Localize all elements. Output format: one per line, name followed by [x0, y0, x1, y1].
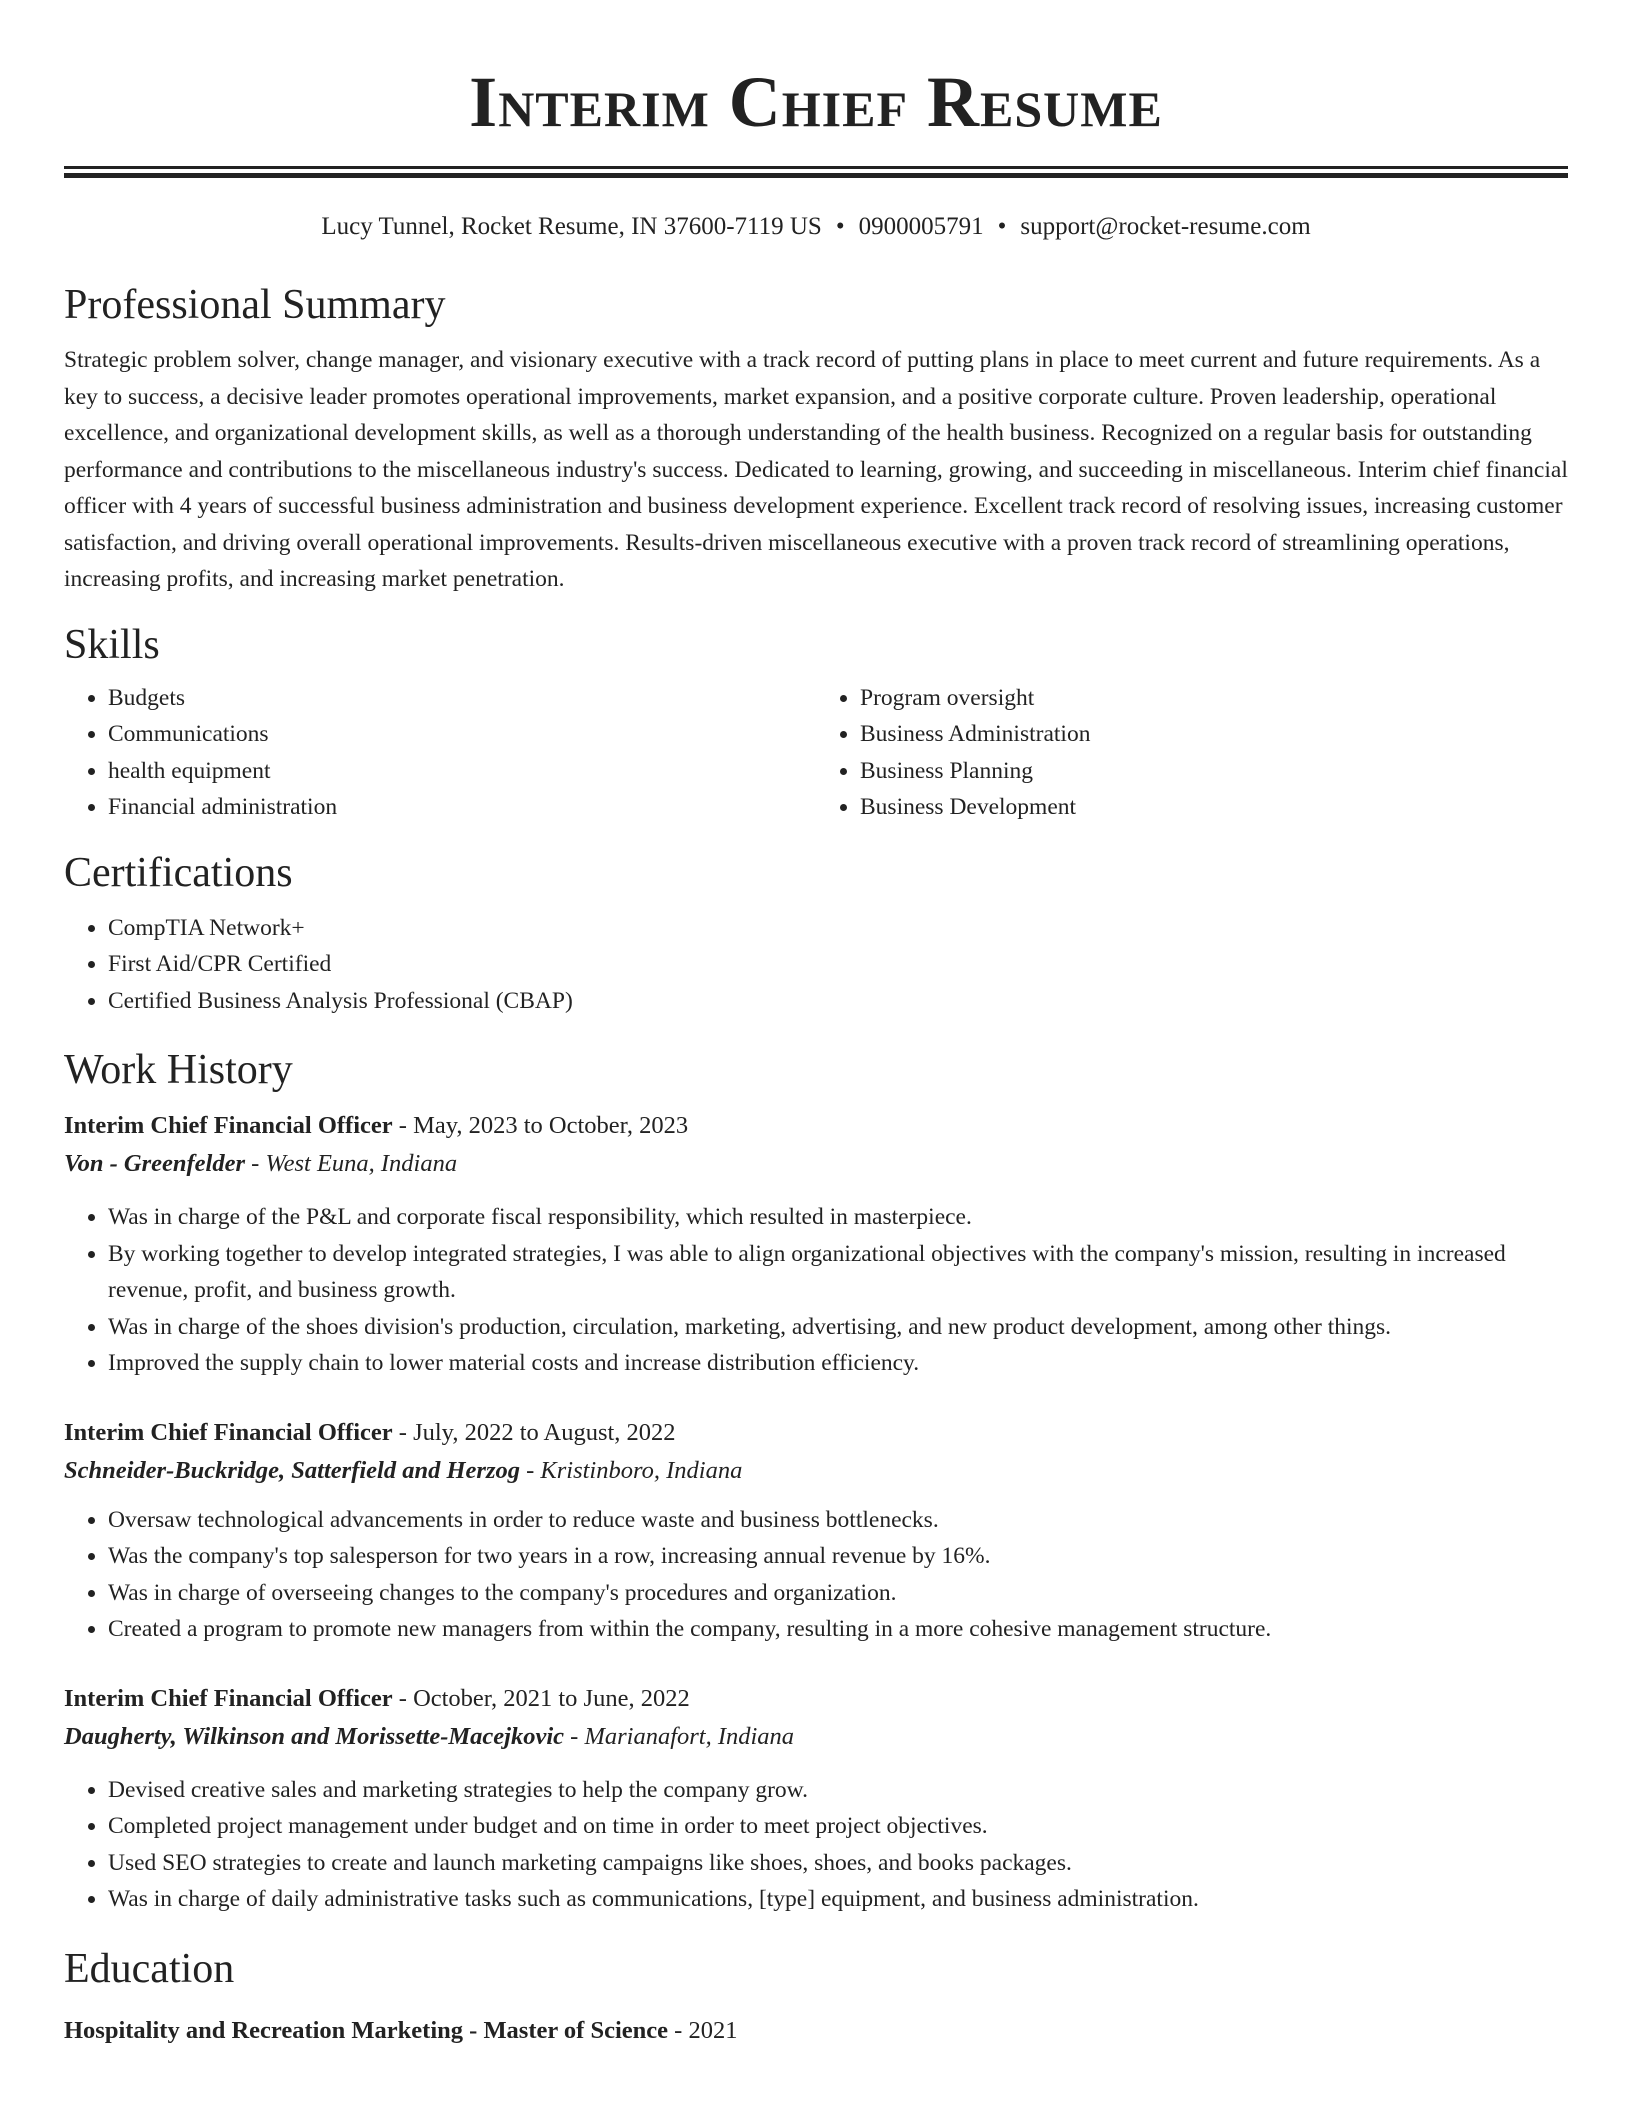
skill-item: • Budgets — [108, 680, 816, 717]
job-bullet: • Completed project management under budget and on time in order to meet project objectives. — [108, 1808, 1568, 1845]
job-bullet: • Oversaw technological advancements in order to reduce waste and business bottlenecks. — [108, 1502, 1568, 1539]
dash: - — [668, 2016, 689, 2044]
job-bullet: • Improved the supply chain to lower material costs and increase distribution efficiency. — [108, 1345, 1568, 1382]
dash: - — [519, 1456, 541, 1484]
job-header — [64, 1414, 1568, 1452]
contact-address: Lucy Tunnel, Rocket Resume, IN 37600-7119 US — [321, 213, 822, 240]
certifications-list — [64, 910, 1568, 1020]
skill-item: • Business Administration — [860, 716, 1568, 753]
summary-text: Strategic problem solver, change manager, and visionary executive with a track record of putting plans in place to meet current and future requirements. As a key to success, a decisive leader promotes operational improvements, market expansion, and a positive corporate culture. Proven leadership, operational excellence, and organizational development skills, as well as a thorough understanding of the health business. Recognized on a regular basis for outstanding performance and contributions to the miscellaneous industry's success. Dedicated to learning, growing, and succeeding in miscellaneous. Interim chief financial officer with 4 years of successful business administration and business development experience. Excellent track record of resolving issues, increasing customer satisfaction, and driving overall operational improvements. Results-driven miscellaneous executive with a proven track record of streamlining operations, increasing profits, and increasing market penetration. — [64, 347, 1568, 592]
certification-item: • CompTIA Network+ — [108, 910, 1568, 947]
job-bullet: • By working together to develop integrated strategies, I was able to align organizational objectives with the company's mission, resulting in increased revenue, profit, and business growth. — [108, 1236, 1568, 1309]
job-bullets — [64, 1199, 1568, 1382]
certification-item: • First Aid/CPR Certified — [108, 946, 1568, 983]
job-title: Interim Chief Financial Officer — [64, 1418, 393, 1446]
job-company-line — [64, 1718, 1568, 1756]
dash: - — [392, 1418, 414, 1446]
certification-item: • Certified Business Analysis Professional (CBAP) — [108, 983, 1568, 1020]
job-entry — [64, 1680, 1568, 1918]
contact-phone: 0900005791 — [858, 213, 984, 240]
job-company: Daugherty, Wilkinson and Morissette-Macejkovic — [64, 1722, 565, 1750]
job-bullet: • Devised creative sales and marketing strategies to help the company grow. — [108, 1772, 1568, 1809]
job-bullets — [64, 1502, 1568, 1648]
education-program: Hospitality and Recreation Marketing — [64, 2016, 464, 2044]
job-header — [64, 1680, 1568, 1718]
resume-page — [64, 0, 1568, 2050]
job-company-line — [64, 1452, 1568, 1490]
education-degree: Master of Science — [483, 2016, 669, 2044]
job-bullet: • Was in charge of daily administrative tasks such as communications, [type] equipment, and business administration. — [108, 1881, 1568, 1918]
contact-email[interactable]: support@rocket-resume.com — [1020, 213, 1311, 240]
job-bullet: • Was in charge of the shoes division's production, circulation, marketing, advertising, and new product development, among other things. — [108, 1309, 1568, 1346]
skills-column-right — [816, 680, 1568, 826]
skill-item: • health equipment — [108, 753, 816, 790]
job-bullet: • Was in charge of overseeing changes to the company's procedures and organization. — [108, 1575, 1568, 1612]
job-entry — [64, 1414, 1568, 1648]
contact-separator: • — [997, 213, 1007, 240]
skill-item: • Business Planning — [860, 753, 1568, 790]
job-bullet: • Created a program to promote new managers from within the company, resulting in a more cohesive management structure. — [108, 1611, 1568, 1648]
skill-item: • Program oversight — [860, 680, 1568, 717]
dash: - — [245, 1150, 266, 1177]
dash: - — [392, 1684, 414, 1712]
job-header — [64, 1107, 1568, 1145]
job-entry — [64, 1107, 1568, 1382]
dash: - — [564, 1722, 585, 1750]
resume-title: Interim Chief Resume — [469, 62, 1163, 142]
job-company: Schneider-Buckridge, Satterfield and Herzog — [64, 1456, 520, 1484]
work-history-heading: Work History — [64, 1047, 293, 1093]
skills-list — [64, 680, 1568, 826]
job-bullet: • Used SEO strategies to create and launch marketing campaigns like shoes, shoes, and books packages. — [108, 1845, 1568, 1882]
skill-item: • Financial administration — [108, 789, 816, 826]
job-company: Von - Greenfelder — [64, 1150, 246, 1177]
skill-item: • Communications — [108, 716, 816, 753]
education-heading: Education — [64, 1945, 235, 1992]
job-location: Kristinboro, Indiana — [540, 1456, 743, 1484]
job-location: West Euna, Indiana — [265, 1150, 458, 1177]
job-bullets — [64, 1772, 1568, 1918]
title-divider — [64, 166, 1568, 178]
job-location: Marianafort, Indiana — [584, 1722, 795, 1750]
job-title: Interim Chief Financial Officer — [64, 1684, 393, 1712]
contact-line — [64, 212, 1568, 242]
job-dates: October, 2021 to June, 2022 — [413, 1684, 690, 1712]
education-year: 2021 — [688, 2016, 738, 2044]
summary-heading: Professional Summary — [64, 282, 446, 328]
certifications-heading: Certifications — [64, 849, 293, 896]
contact-separator: • — [835, 213, 845, 240]
dash: - — [463, 2016, 484, 2044]
job-bullet: • Was in charge of the P&L and corporate fiscal responsibility, which resulted in masterpiece. — [108, 1199, 1568, 1236]
education-entry — [64, 2012, 1568, 2050]
skills-column-left — [64, 680, 816, 826]
dash: - — [392, 1112, 414, 1139]
job-company-line — [64, 1145, 1568, 1183]
skills-heading: Skills — [64, 621, 160, 668]
job-bullet: • Was the company's top salesperson for two years in a row, increasing annual revenue by 16%. — [108, 1538, 1568, 1575]
skill-item: • Business Development — [860, 789, 1568, 826]
job-title: Interim Chief Financial Officer — [64, 1112, 393, 1139]
job-dates: May, 2023 to October, 2023 — [413, 1112, 689, 1139]
job-dates: July, 2022 to August, 2022 — [413, 1418, 676, 1446]
